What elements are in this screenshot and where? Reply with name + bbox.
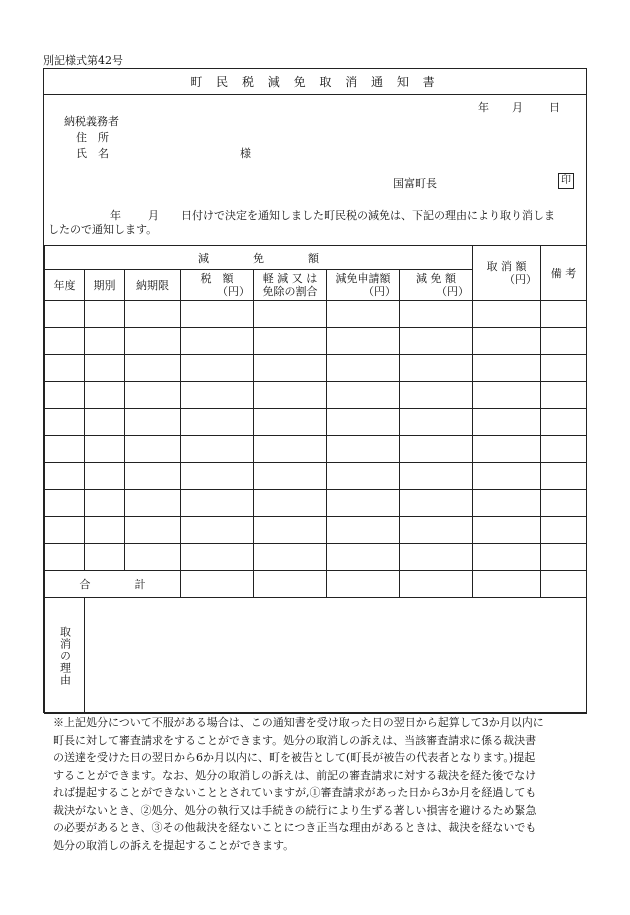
notice-text-line1: 日付けで決定を通知しました町民税の減免は、下記の理由により取り消しま — [181, 209, 555, 222]
footnote-line: ※上記処分について不服がある場合は、この通知書を受け取った日の翌日から起算して3か月以内に — [53, 716, 544, 729]
table-cell[interactable] — [45, 409, 85, 436]
table-cell[interactable] — [327, 490, 400, 517]
total-cell[interactable] — [473, 571, 541, 598]
footnote-line: することができます。なお、処分の取消しの訴えは、前記の審査請求に対する裁決を経た後でなけ — [53, 768, 537, 782]
table-cell[interactable] — [327, 544, 400, 571]
table-row — [45, 436, 587, 463]
col-tax-amount-top: 税 額 — [200, 272, 234, 285]
table-cell[interactable] — [541, 517, 587, 544]
table-row — [45, 490, 587, 517]
table-cell[interactable] — [473, 490, 541, 517]
footnote-line: 裁決がないとき、②処分、処分の執行又は手続きの続行により生ずる著しい損害を避けるため緊急 — [53, 803, 537, 817]
table-cell[interactable] — [85, 328, 125, 355]
table-cell[interactable] — [254, 355, 327, 382]
table-cell[interactable] — [125, 409, 181, 436]
table-cell[interactable] — [400, 328, 473, 355]
table-cell[interactable] — [254, 301, 327, 328]
table-cell[interactable] — [473, 544, 541, 571]
total-cell[interactable] — [327, 571, 400, 598]
table-row — [45, 517, 587, 544]
reason-label-cell — [45, 598, 85, 714]
footnote-line: 町長に対して審査請求をすることができます。処分の取消しの訴えは、当該審査請求に係る裁決書 — [53, 733, 537, 747]
table-row — [45, 301, 587, 328]
table-cell[interactable] — [327, 517, 400, 544]
table-cell[interactable] — [125, 544, 181, 571]
col-applied-top: 減免申請額 — [335, 272, 391, 285]
col-applied-amount — [327, 270, 400, 301]
table-cell[interactable] — [45, 328, 85, 355]
table-cell[interactable] — [45, 490, 85, 517]
table-cell[interactable] — [473, 355, 541, 382]
table-cell[interactable] — [400, 301, 473, 328]
col-applied-unit: （円） — [363, 285, 396, 298]
table-cell[interactable] — [45, 382, 85, 409]
total-cell[interactable] — [181, 571, 254, 598]
form-title: 町 民 税 減 免 取 消 通 知 書 — [44, 69, 586, 95]
taxpayer-label: 納税義務者 — [64, 115, 119, 128]
table-cell[interactable] — [473, 382, 541, 409]
total-cell[interactable] — [400, 571, 473, 598]
table-cell[interactable] — [85, 436, 125, 463]
table-cell[interactable] — [541, 409, 587, 436]
issuer-name: 国富町長 — [393, 177, 437, 190]
form-number: 別記様式第42号 — [43, 54, 123, 67]
table-cell[interactable] — [254, 517, 327, 544]
table-cell[interactable] — [85, 490, 125, 517]
col-cancel-top: 取 消 額 — [486, 260, 527, 273]
col-remarks: 備 考 — [541, 246, 587, 301]
table-cell[interactable] — [85, 409, 125, 436]
table-cell[interactable] — [400, 355, 473, 382]
table-cell[interactable] — [125, 328, 181, 355]
table-cell[interactable] — [327, 436, 400, 463]
table-cell[interactable] — [85, 463, 125, 490]
table-row — [45, 409, 587, 436]
col-year: 年度 — [45, 270, 85, 301]
table-row — [45, 328, 587, 355]
table-cell[interactable] — [254, 463, 327, 490]
table-cell[interactable] — [541, 544, 587, 571]
col-tax-amount-unit: （円） — [217, 285, 250, 298]
table-cell[interactable] — [254, 382, 327, 409]
table-cell[interactable] — [181, 328, 254, 355]
table-row — [45, 355, 587, 382]
footnote-line: れば提起することができないこととされていますが,①審査請求があった日から3か月を経過しても — [53, 786, 537, 799]
total-cell[interactable] — [254, 571, 327, 598]
table-cell[interactable] — [327, 463, 400, 490]
table-row — [45, 544, 587, 571]
table-cell[interactable] — [125, 517, 181, 544]
notice-month: 月 — [148, 209, 159, 222]
table-cell[interactable] — [400, 490, 473, 517]
table-cell[interactable] — [45, 436, 85, 463]
notice-year: 年 — [110, 209, 121, 222]
col-period: 期別 — [85, 270, 125, 301]
col-ratio-top: 軽 減 又 は — [262, 272, 318, 285]
table-cell[interactable] — [400, 382, 473, 409]
appeal-footnote — [53, 714, 588, 854]
table-cell[interactable] — [473, 328, 541, 355]
table-cell[interactable] — [125, 301, 181, 328]
reason-label: 取消の理由 — [58, 625, 72, 686]
table-cell[interactable] — [181, 490, 254, 517]
col-cancel-amount — [473, 246, 541, 301]
table-cell[interactable] — [85, 301, 125, 328]
table-cell[interactable] — [473, 463, 541, 490]
table-cell[interactable] — [473, 409, 541, 436]
table-cell[interactable] — [85, 544, 125, 571]
footnote-line: の送達を受けた日の翌日から6か月以内に、町を被告として(町長が被告の代表者となります。)提起 — [53, 751, 536, 764]
table-cell[interactable] — [327, 382, 400, 409]
col-ratio — [254, 270, 327, 301]
col-ratio-bottom: 免除の割合 — [262, 285, 318, 298]
table-cell[interactable] — [125, 382, 181, 409]
table-cell[interactable] — [45, 544, 85, 571]
table-cell[interactable] — [400, 517, 473, 544]
date-year: 年 — [478, 101, 489, 114]
name-label: 氏 名 — [76, 147, 109, 160]
date-month: 月 — [512, 101, 523, 114]
col-due-date: 納期限 — [125, 270, 181, 301]
honorific: 様 — [240, 147, 251, 160]
table-cell[interactable] — [85, 517, 125, 544]
table-cell[interactable] — [400, 463, 473, 490]
reduction-group-header: 減 免 額 — [45, 246, 473, 270]
footnote-line: 処分の取消しの訴えを提起することができます。 — [53, 838, 295, 852]
table-cell[interactable] — [45, 355, 85, 382]
reason-field[interactable] — [85, 598, 587, 714]
table-cell[interactable] — [85, 382, 125, 409]
col-reduced-amount — [400, 270, 473, 301]
table-cell[interactable] — [327, 328, 400, 355]
table-cell[interactable] — [254, 328, 327, 355]
table-cell[interactable] — [85, 355, 125, 382]
table-cell[interactable] — [45, 463, 85, 490]
table-cell[interactable] — [254, 409, 327, 436]
col-tax-amount — [181, 270, 254, 301]
table-cell[interactable] — [181, 382, 254, 409]
col-reduced-top: 減 免 額 — [416, 272, 457, 285]
table-cell[interactable] — [254, 436, 327, 463]
table-cell[interactable] — [327, 409, 400, 436]
table-cell[interactable] — [181, 409, 254, 436]
table-cell[interactable] — [473, 517, 541, 544]
notice-form — [43, 68, 587, 713]
reduction-table — [44, 245, 587, 714]
table-cell[interactable] — [473, 301, 541, 328]
table-cell[interactable] — [45, 517, 85, 544]
table-cell[interactable] — [181, 355, 254, 382]
seal-mark: 印 — [558, 173, 574, 189]
table-cell[interactable] — [327, 301, 400, 328]
table-cell[interactable] — [400, 409, 473, 436]
table-cell[interactable] — [181, 301, 254, 328]
table-cell[interactable] — [541, 355, 587, 382]
table-cell[interactable] — [45, 301, 85, 328]
table-cell[interactable] — [181, 544, 254, 571]
table-cell[interactable] — [541, 301, 587, 328]
total-cell[interactable] — [541, 571, 587, 598]
table-cell[interactable] — [541, 328, 587, 355]
table-cell[interactable] — [400, 436, 473, 463]
table-cell[interactable] — [327, 355, 400, 382]
table-cell[interactable] — [541, 490, 587, 517]
table-cell[interactable] — [541, 436, 587, 463]
total-label: 合 計 — [45, 571, 181, 598]
table-cell[interactable] — [254, 544, 327, 571]
table-cell[interactable] — [541, 382, 587, 409]
table-row — [45, 463, 587, 490]
table-cell[interactable] — [254, 490, 327, 517]
address-label: 住 所 — [76, 131, 109, 144]
col-reduced-unit: （円） — [436, 285, 470, 298]
table-cell[interactable] — [125, 463, 181, 490]
notice-text-line2: したので通知します。 — [48, 223, 158, 236]
table-cell[interactable] — [125, 436, 181, 463]
table-cell[interactable] — [181, 463, 254, 490]
table-cell[interactable] — [125, 355, 181, 382]
col-cancel-unit: （円） — [504, 273, 538, 286]
table-cell[interactable] — [181, 436, 254, 463]
table-cell[interactable] — [400, 544, 473, 571]
table-cell[interactable] — [473, 436, 541, 463]
footnote-line: の必要があるとき、③その他裁決を経ないことにつき正当な理由があるときは、裁決を経ないでも — [53, 821, 537, 834]
table-cell[interactable] — [541, 463, 587, 490]
date-day: 日 — [549, 101, 560, 114]
table-cell[interactable] — [181, 517, 254, 544]
table-cell[interactable] — [125, 490, 181, 517]
table-row — [45, 382, 587, 409]
